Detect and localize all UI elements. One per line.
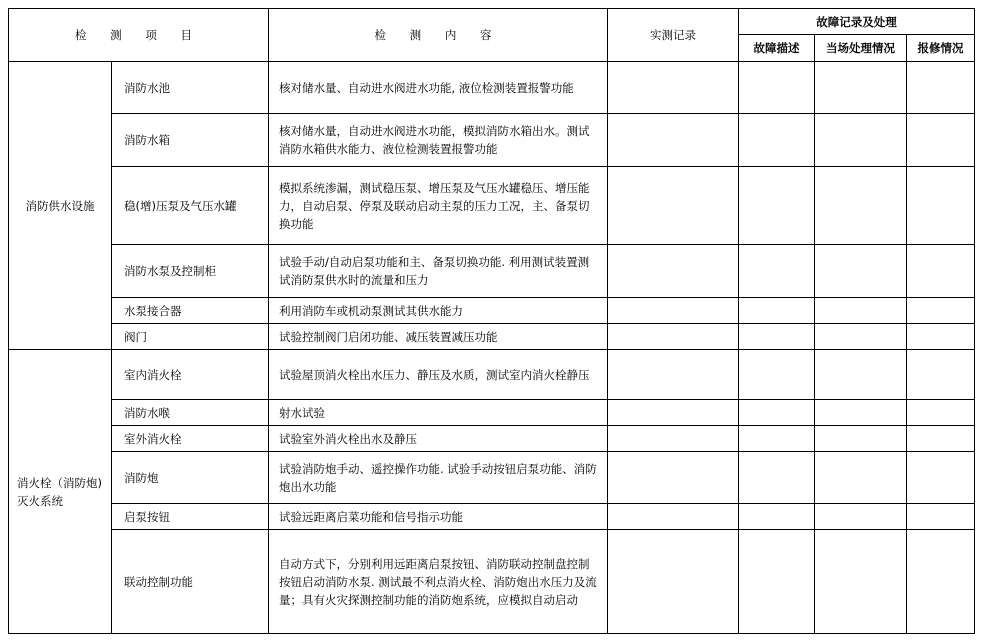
group-label: 消防供水设施: [9, 62, 112, 350]
onsite-cell[interactable]: [815, 114, 907, 167]
repair-cell[interactable]: [907, 504, 975, 530]
item-cell: 阀门: [112, 324, 269, 350]
repair-cell[interactable]: [907, 426, 975, 452]
fault-desc-cell[interactable]: [739, 114, 815, 167]
content-cell: 射水试验: [269, 400, 608, 426]
header-record: 实测记录: [608, 9, 739, 62]
repair-cell[interactable]: [907, 114, 975, 167]
fault-desc-cell[interactable]: [739, 62, 815, 114]
onsite-cell[interactable]: [815, 426, 907, 452]
record-cell[interactable]: [608, 530, 739, 634]
item-cell: 联动控制功能: [112, 530, 269, 634]
onsite-cell[interactable]: [815, 504, 907, 530]
table-row: [9, 62, 975, 114]
header-item: 检 测 项 目: [9, 9, 269, 62]
content-cell: 自动方式下，分别利用远距离启泵按钮、消防联动控制盘控制按钮启动消防水泵. 测试最不利点消火栓、消防炮出水压力及流量；具有火灾探测控制功能的消防炮系统，应模拟自动启动: [269, 530, 608, 634]
repair-cell[interactable]: [907, 298, 975, 324]
content-cell: 试验控制阀门启闭功能、减压装置减压功能: [269, 324, 608, 350]
item-cell: 消防水池: [112, 62, 269, 114]
item-cell: 稳(增)压泵及气压水罐: [112, 167, 269, 245]
repair-cell[interactable]: [907, 400, 975, 426]
record-cell[interactable]: [608, 324, 739, 350]
onsite-cell[interactable]: [815, 62, 907, 114]
repair-cell[interactable]: [907, 452, 975, 504]
table-row: [9, 324, 975, 350]
table-row: [9, 400, 975, 426]
table-row: [9, 114, 975, 167]
inspection-table: [8, 8, 975, 634]
item-cell: 室内消火栓: [112, 350, 269, 400]
content-cell: 试验屋顶消火栓出水压力、静压及水质，测试室内消火栓静压: [269, 350, 608, 400]
table-row: [9, 298, 975, 324]
record-cell[interactable]: [608, 62, 739, 114]
content-cell: 核对储水量、自动进水阀进水功能, 液位检测装置报警功能: [269, 62, 608, 114]
repair-cell[interactable]: [907, 350, 975, 400]
record-cell[interactable]: [608, 504, 739, 530]
repair-cell[interactable]: [907, 530, 975, 634]
table-row: [9, 350, 975, 400]
onsite-cell[interactable]: [815, 350, 907, 400]
onsite-cell[interactable]: [815, 400, 907, 426]
fault-desc-cell[interactable]: [739, 298, 815, 324]
onsite-cell[interactable]: [815, 298, 907, 324]
repair-cell[interactable]: [907, 62, 975, 114]
content-cell: 试验远距离启菜功能和信号指示功能: [269, 504, 608, 530]
table-row: [9, 452, 975, 504]
fault-desc-cell[interactable]: [739, 400, 815, 426]
content-cell: 利用消防车或机动泵测试其供水能力: [269, 298, 608, 324]
header-row-1: [9, 9, 975, 35]
content-cell: 试验手动/自动启泵功能和主、备泵切换功能. 利用测试装置测试消防泵供水时的流量和压力: [269, 245, 608, 298]
content-cell: 试验室外消火栓出水及静压: [269, 426, 608, 452]
repair-cell[interactable]: [907, 324, 975, 350]
item-cell: 消防水箱: [112, 114, 269, 167]
fault-desc-cell[interactable]: [739, 324, 815, 350]
fault-desc-cell[interactable]: [739, 530, 815, 634]
table-row: [9, 426, 975, 452]
item-cell: 室外消火栓: [112, 426, 269, 452]
onsite-cell[interactable]: [815, 530, 907, 634]
onsite-cell[interactable]: [815, 324, 907, 350]
group-label: 消火栓（消防炮)灭火系统: [9, 350, 112, 634]
item-cell: 消防炮: [112, 452, 269, 504]
item-cell: 水泵接合器: [112, 298, 269, 324]
record-cell[interactable]: [608, 426, 739, 452]
onsite-cell[interactable]: [815, 245, 907, 298]
record-cell[interactable]: [608, 298, 739, 324]
item-cell: 消防水喉: [112, 400, 269, 426]
fault-desc-cell[interactable]: [739, 245, 815, 298]
table-row: [9, 167, 975, 245]
header-onsite: 当场处理情况: [815, 35, 907, 62]
record-cell[interactable]: [608, 167, 739, 245]
onsite-cell[interactable]: [815, 167, 907, 245]
table-row: [9, 530, 975, 634]
fault-desc-cell[interactable]: [739, 167, 815, 245]
table-row: [9, 504, 975, 530]
item-cell: 启泵按钮: [112, 504, 269, 530]
fault-desc-cell[interactable]: [739, 350, 815, 400]
record-cell[interactable]: [608, 350, 739, 400]
fault-desc-cell[interactable]: [739, 426, 815, 452]
header-content: 检 测 内 容: [269, 9, 608, 62]
header-fault-desc: 故障描述: [739, 35, 815, 62]
record-cell[interactable]: [608, 400, 739, 426]
record-cell[interactable]: [608, 245, 739, 298]
item-cell: 消防水泵及控制柜: [112, 245, 269, 298]
header-repair: 报修情况: [907, 35, 975, 62]
content-cell: 试验消防炮手动、遥控操作功能. 试验手动按钮启泵功能、消防炮出水功能: [269, 452, 608, 504]
header-fault-group: 故障记录及处理: [739, 9, 975, 35]
record-cell[interactable]: [608, 114, 739, 167]
table-row: [9, 245, 975, 298]
content-cell: 模拟系统渗漏，测试稳压泵、增压泵及气压水罐稳压、增压能力，自动启泵、停泵及联动启动主泵的压力工况，主、备泵切换功能: [269, 167, 608, 245]
repair-cell[interactable]: [907, 245, 975, 298]
fault-desc-cell[interactable]: [739, 452, 815, 504]
repair-cell[interactable]: [907, 167, 975, 245]
content-cell: 核对储水量，自动进水阀进水功能，模拟消防水箱出水。测试消防水箱供水能力、液位检测装置报警功能: [269, 114, 608, 167]
onsite-cell[interactable]: [815, 452, 907, 504]
record-cell[interactable]: [608, 452, 739, 504]
fault-desc-cell[interactable]: [739, 504, 815, 530]
